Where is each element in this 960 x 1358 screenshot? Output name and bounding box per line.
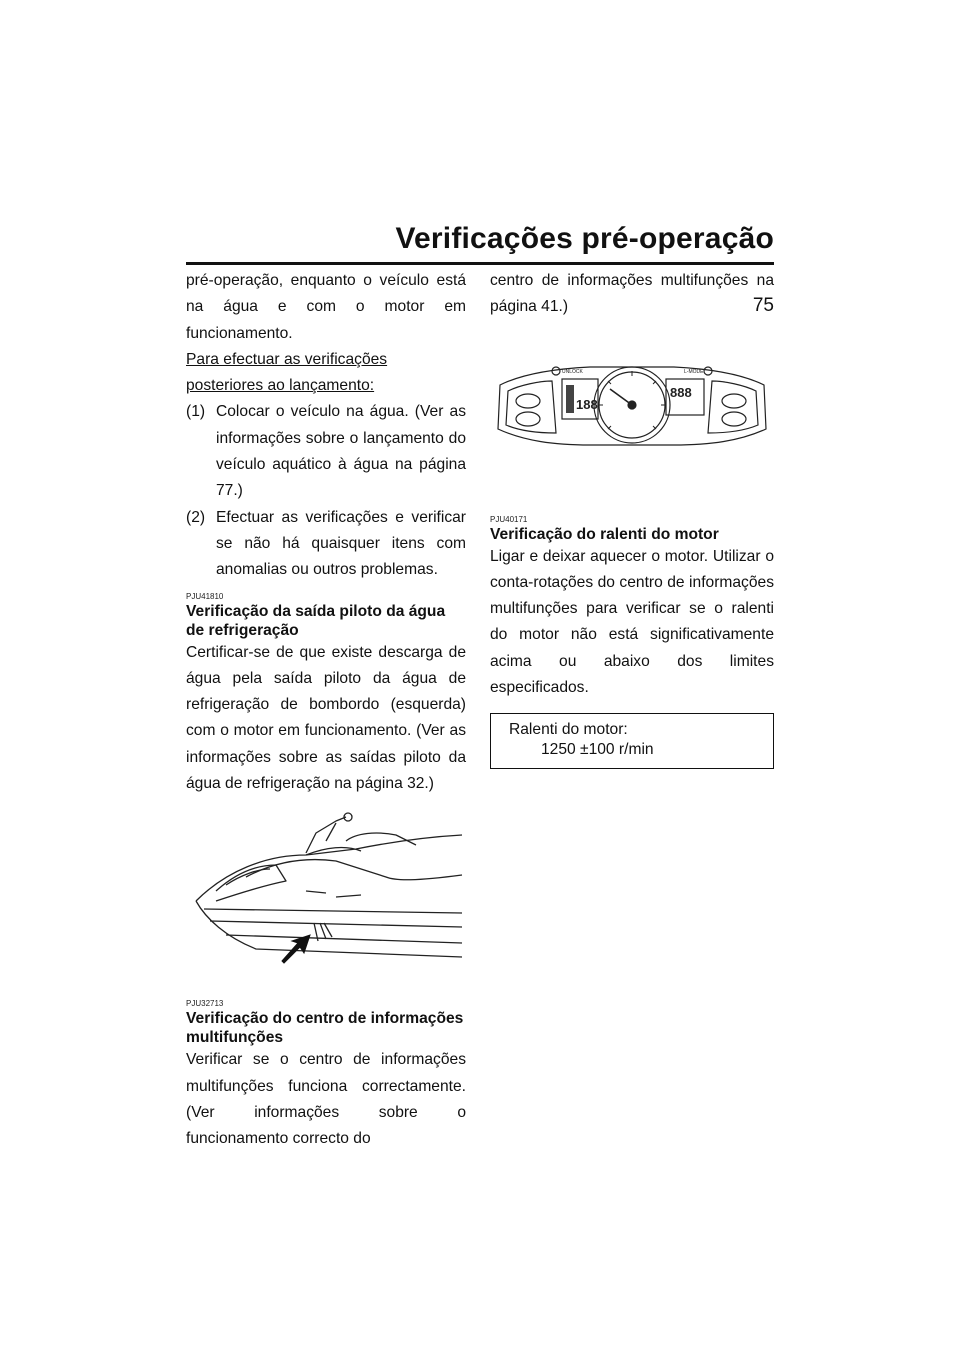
section-body: Certificar-se de que existe descarga de água pela saída piloto da água de refrigeração de bombordo (esquerda) com o motor em funcionamento. (Ver as informações sobre as saídas piloto da água de refrigeração na página 32.) xyxy=(186,643,466,793)
panel-digits-right: 888 xyxy=(670,384,692,400)
section-code: PJU40171 xyxy=(490,514,528,524)
section-heading: Verificação do centro de informações multifunções xyxy=(186,1010,464,1047)
section-body: Verificar se o centro de informações multifunções funciona correctamente. (Ver informações sobre o funcionamento correcto do xyxy=(186,1051,466,1148)
title-rule xyxy=(186,262,774,265)
section-code: PJU41810 xyxy=(186,591,224,601)
section-heading: Verificação da saída piloto da água de refrigeração xyxy=(186,602,446,639)
left-column xyxy=(186,268,466,1153)
panel-unlock-label: UNLOCK xyxy=(562,368,583,375)
step-number: (2) xyxy=(186,508,206,526)
panel-digits-left: 188 xyxy=(576,396,598,412)
step-item xyxy=(186,505,466,584)
section-body: Ligar e deixar aquecer o motor. Utilizar o conta-rotações do centro de informações multifunções para verificar se o ralenti do motor não está significativamente acima ou abaixo dos limites especificados. xyxy=(490,547,774,697)
continuation-paragraph: centro de informações multifunções na página 41.) xyxy=(490,272,774,316)
panel-lmode-label: L-MODE xyxy=(684,368,704,375)
intro-paragraph: pré-operação, enquanto o veículo está na água e com o motor em funcionamento. xyxy=(186,272,466,342)
step-text: Efectuar as verificações e verificar se não há quaisquer itens com anomalias ou outros problemas. xyxy=(216,508,466,579)
right-column xyxy=(490,268,774,769)
section-code: PJU32713 xyxy=(186,999,224,1009)
watercraft-illustration xyxy=(186,811,466,987)
step-item xyxy=(186,399,466,504)
spec-value: 1250 ±100 r/min xyxy=(541,741,654,759)
page-title: Verificações pré-operação xyxy=(395,222,774,255)
after-launch-label: Para efectuar as verificações posteriores ao lançamento: xyxy=(186,350,388,395)
spec-label: Ralenti do motor: xyxy=(509,721,628,739)
page-number: 75 xyxy=(752,295,774,316)
multifunction-panel-illustration xyxy=(490,345,774,455)
spec-box xyxy=(490,713,774,769)
section-heading: Verificação do ralenti do motor xyxy=(490,525,719,543)
step-number: (1) xyxy=(186,403,206,421)
step-text: Colocar o veículo na água. (Ver as informações sobre o lançamento do veículo aquático à água na página 77.) xyxy=(216,403,466,500)
